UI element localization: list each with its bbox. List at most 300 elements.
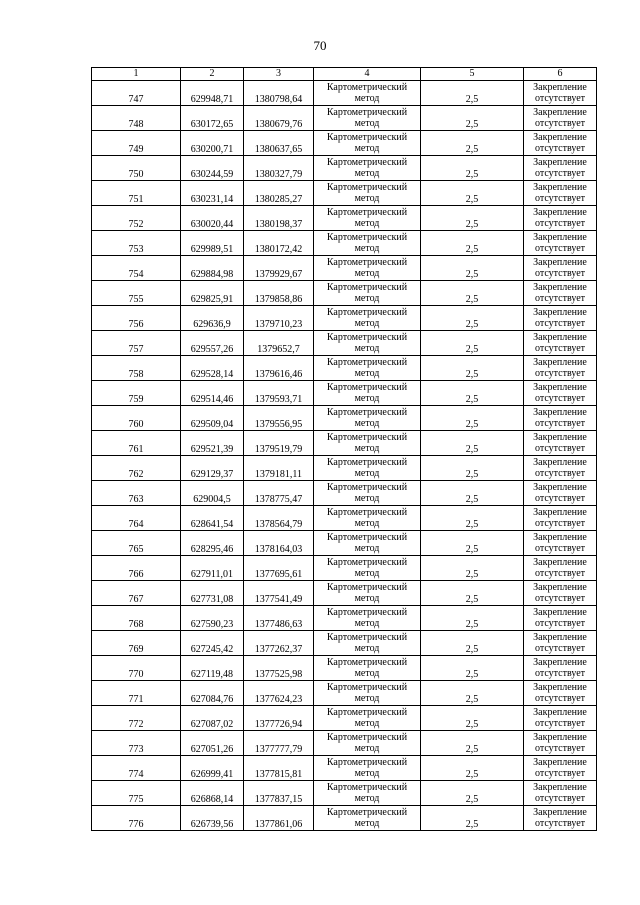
fixation-cell xyxy=(524,681,597,706)
accuracy-cell: 2,5 xyxy=(421,656,524,681)
fixation-cell xyxy=(524,481,597,506)
table-row xyxy=(92,256,597,281)
method-cell xyxy=(314,181,421,206)
fixation-cell-line-2: отсутствует xyxy=(534,543,586,554)
fixation-cell xyxy=(524,106,597,131)
fixation-cell-line-1: Закрепление xyxy=(533,257,587,268)
fixation-cell-line-1: Закрепление xyxy=(533,482,587,493)
method-cell xyxy=(314,206,421,231)
fixation-cell-line-2: отсутствует xyxy=(534,718,586,729)
x-coordinate-cell: 627087,02 xyxy=(181,706,244,731)
table-row xyxy=(92,806,597,831)
accuracy-cell: 2,5 xyxy=(421,131,524,156)
fixation-cell xyxy=(524,506,597,531)
fixation-cell-line-1: Закрепление xyxy=(533,532,587,543)
x-coordinate-cell: 629129,37 xyxy=(181,456,244,481)
method-cell-line-2: метод xyxy=(354,393,380,404)
method-cell-line-1: Картометрический xyxy=(326,282,408,293)
method-cell-line-2: метод xyxy=(354,693,380,704)
method-cell-line-2: метод xyxy=(354,468,380,479)
fixation-cell-line-2: отсутствует xyxy=(534,593,586,604)
x-coordinate-cell: 629989,51 xyxy=(181,231,244,256)
fixation-cell xyxy=(524,781,597,806)
fixation-cell xyxy=(524,306,597,331)
method-cell-line-1: Картометрический xyxy=(326,782,408,793)
method-cell-line-1: Картометрический xyxy=(326,557,408,568)
x-coordinate-cell: 629825,91 xyxy=(181,281,244,306)
page-number: 70 xyxy=(313,38,327,53)
accuracy-cell: 2,5 xyxy=(421,231,524,256)
accuracy-cell: 2,5 xyxy=(421,531,524,556)
method-cell xyxy=(314,656,421,681)
x-coordinate-cell: 629514,46 xyxy=(181,381,244,406)
method-cell xyxy=(314,756,421,781)
method-cell-line-1: Картометрический xyxy=(326,357,408,368)
table-row xyxy=(92,656,597,681)
fixation-cell-line-2: отсутствует xyxy=(534,443,586,454)
accuracy-cell: 2,5 xyxy=(421,556,524,581)
table-row xyxy=(92,131,597,156)
accuracy-cell: 2,5 xyxy=(421,381,524,406)
method-cell-line-2: метод xyxy=(354,143,380,154)
coordinates-table xyxy=(91,67,597,831)
method-cell-line-1: Картометрический xyxy=(326,382,408,393)
method-cell-line-1: Картометрический xyxy=(326,607,408,618)
method-cell-line-1: Картометрический xyxy=(326,582,408,593)
accuracy-cell: 2,5 xyxy=(421,281,524,306)
method-cell xyxy=(314,631,421,656)
method-cell-line-1: Картометрический xyxy=(326,307,408,318)
fixation-cell-line-2: отсутствует xyxy=(534,243,586,254)
point-number-cell: 766 xyxy=(92,556,181,581)
method-cell-line-2: метод xyxy=(354,193,380,204)
method-cell xyxy=(314,356,421,381)
method-cell xyxy=(314,231,421,256)
method-cell-line-1: Картометрический xyxy=(326,182,408,193)
fixation-cell xyxy=(524,756,597,781)
accuracy-cell: 2,5 xyxy=(421,806,524,831)
fixation-cell-line-2: отсутствует xyxy=(534,518,586,529)
table-row xyxy=(92,506,597,531)
x-coordinate-cell: 627245,42 xyxy=(181,631,244,656)
y-coordinate-cell: 1380798,64 xyxy=(244,81,314,106)
method-cell-line-2: метод xyxy=(354,818,380,829)
method-cell-line-2: метод xyxy=(354,318,380,329)
fixation-cell-line-1: Закрепление xyxy=(533,332,587,343)
method-cell-line-1: Картометрический xyxy=(326,432,408,443)
x-coordinate-cell: 626739,56 xyxy=(181,806,244,831)
y-coordinate-cell: 1377777,79 xyxy=(244,731,314,756)
x-coordinate-cell: 628641,54 xyxy=(181,506,244,531)
point-number-cell: 754 xyxy=(92,256,181,281)
x-coordinate-cell: 630244,59 xyxy=(181,156,244,181)
fixation-cell xyxy=(524,206,597,231)
accuracy-cell: 2,5 xyxy=(421,106,524,131)
accuracy-cell: 2,5 xyxy=(421,331,524,356)
method-cell-line-1: Картометрический xyxy=(326,107,408,118)
table-row xyxy=(92,581,597,606)
y-coordinate-cell: 1377861,06 xyxy=(244,806,314,831)
fixation-cell-line-2: отсутствует xyxy=(534,743,586,754)
method-cell xyxy=(314,481,421,506)
accuracy-cell: 2,5 xyxy=(421,606,524,631)
y-coordinate-cell: 1378564,79 xyxy=(244,506,314,531)
method-cell xyxy=(314,806,421,831)
x-coordinate-cell: 630172,65 xyxy=(181,106,244,131)
method-cell-line-2: метод xyxy=(354,643,380,654)
x-coordinate-cell: 630200,71 xyxy=(181,131,244,156)
accuracy-cell: 2,5 xyxy=(421,356,524,381)
method-cell-line-1: Картометрический xyxy=(326,707,408,718)
x-coordinate-cell: 629557,26 xyxy=(181,331,244,356)
method-cell xyxy=(314,306,421,331)
y-coordinate-cell: 1379858,86 xyxy=(244,281,314,306)
table-row xyxy=(92,781,597,806)
method-cell-line-2: метод xyxy=(354,168,380,179)
y-coordinate-cell: 1380637,65 xyxy=(244,131,314,156)
table-row xyxy=(92,181,597,206)
fixation-cell-line-2: отсутствует xyxy=(534,493,586,504)
point-number-cell: 764 xyxy=(92,506,181,531)
table-row xyxy=(92,381,597,406)
fixation-cell xyxy=(524,431,597,456)
y-coordinate-cell: 1377486,63 xyxy=(244,606,314,631)
x-coordinate-cell: 627590,23 xyxy=(181,606,244,631)
x-coordinate-cell: 627119,48 xyxy=(181,656,244,681)
method-cell-line-2: метод xyxy=(354,243,380,254)
point-number-cell: 752 xyxy=(92,206,181,231)
accuracy-cell: 2,5 xyxy=(421,256,524,281)
method-cell-line-1: Картометрический xyxy=(326,807,408,818)
fixation-cell-line-2: отсутствует xyxy=(534,118,586,129)
y-coordinate-cell: 1377726,94 xyxy=(244,706,314,731)
point-number-cell: 755 xyxy=(92,281,181,306)
method-cell-line-1: Картометрический xyxy=(326,657,408,668)
fixation-cell xyxy=(524,631,597,656)
method-cell-line-2: метод xyxy=(354,418,380,429)
table-row xyxy=(92,456,597,481)
y-coordinate-cell: 1377837,15 xyxy=(244,781,314,806)
x-coordinate-cell: 629521,39 xyxy=(181,431,244,456)
fixation-cell-line-2: отсутствует xyxy=(534,468,586,479)
method-cell-line-2: метод xyxy=(354,268,380,279)
method-cell-line-2: метод xyxy=(354,768,380,779)
fixation-cell-line-2: отсутствует xyxy=(534,318,586,329)
method-cell xyxy=(314,681,421,706)
x-coordinate-cell: 630231,14 xyxy=(181,181,244,206)
method-cell-line-2: метод xyxy=(354,543,380,554)
method-cell-line-2: метод xyxy=(354,793,380,804)
fixation-cell-line-2: отсутствует xyxy=(534,193,586,204)
method-cell-line-1: Картометрический xyxy=(326,82,408,93)
method-cell-line-1: Картометрический xyxy=(326,532,408,543)
point-number-cell: 775 xyxy=(92,781,181,806)
x-coordinate-cell: 627051,26 xyxy=(181,731,244,756)
method-cell xyxy=(314,556,421,581)
y-coordinate-cell: 1379710,23 xyxy=(244,306,314,331)
fixation-cell xyxy=(524,556,597,581)
fixation-cell-line-1: Закрепление xyxy=(533,282,587,293)
y-coordinate-cell: 1379593,71 xyxy=(244,381,314,406)
fixation-cell-line-1: Закрепление xyxy=(533,707,587,718)
fixation-cell-line-1: Закрепление xyxy=(533,732,587,743)
method-cell-line-1: Картометрический xyxy=(326,207,408,218)
header-col-1: 1 xyxy=(92,68,181,81)
fixation-cell xyxy=(524,531,597,556)
point-number-cell: 748 xyxy=(92,106,181,131)
method-cell-line-1: Картометрический xyxy=(326,232,408,243)
fixation-cell xyxy=(524,281,597,306)
y-coordinate-cell: 1380285,27 xyxy=(244,181,314,206)
method-cell-line-2: метод xyxy=(354,443,380,454)
x-coordinate-cell: 627731,08 xyxy=(181,581,244,606)
fixation-cell-line-2: отсутствует xyxy=(534,818,586,829)
method-cell xyxy=(314,406,421,431)
fixation-cell-line-1: Закрепление xyxy=(533,407,587,418)
x-coordinate-cell: 629509,04 xyxy=(181,406,244,431)
fixation-cell-line-1: Закрепление xyxy=(533,657,587,668)
fixation-cell-line-2: отсутствует xyxy=(534,218,586,229)
method-cell xyxy=(314,606,421,631)
point-number-cell: 772 xyxy=(92,706,181,731)
header-col-4: 4 xyxy=(314,68,421,81)
header-col-3: 3 xyxy=(244,68,314,81)
table-row xyxy=(92,556,597,581)
y-coordinate-cell: 1377541,49 xyxy=(244,581,314,606)
table-row xyxy=(92,206,597,231)
accuracy-cell: 2,5 xyxy=(421,81,524,106)
fixation-cell xyxy=(524,381,597,406)
table-row xyxy=(92,106,597,131)
y-coordinate-cell: 1377525,98 xyxy=(244,656,314,681)
fixation-cell-line-1: Закрепление xyxy=(533,82,587,93)
y-coordinate-cell: 1380172,42 xyxy=(244,231,314,256)
method-cell-line-2: метод xyxy=(354,218,380,229)
method-cell-line-1: Картометрический xyxy=(326,507,408,518)
fixation-cell xyxy=(524,656,597,681)
method-cell-line-1: Картометрический xyxy=(326,332,408,343)
accuracy-cell: 2,5 xyxy=(421,306,524,331)
method-cell xyxy=(314,156,421,181)
method-cell-line-1: Картометрический xyxy=(326,407,408,418)
fixation-cell-line-1: Закрепление xyxy=(533,107,587,118)
method-cell-line-2: метод xyxy=(354,93,380,104)
method-cell xyxy=(314,131,421,156)
fixation-cell xyxy=(524,181,597,206)
point-number-cell: 770 xyxy=(92,656,181,681)
table-row xyxy=(92,706,597,731)
point-number-cell: 747 xyxy=(92,81,181,106)
accuracy-cell: 2,5 xyxy=(421,756,524,781)
method-cell xyxy=(314,706,421,731)
point-number-cell: 768 xyxy=(92,606,181,631)
y-coordinate-cell: 1377815,81 xyxy=(244,756,314,781)
y-coordinate-cell: 1380327,79 xyxy=(244,156,314,181)
table-row xyxy=(92,731,597,756)
point-number-cell: 763 xyxy=(92,481,181,506)
fixation-cell-line-2: отсутствует xyxy=(534,793,586,804)
method-cell xyxy=(314,781,421,806)
method-cell-line-2: метод xyxy=(354,518,380,529)
y-coordinate-cell: 1380198,37 xyxy=(244,206,314,231)
method-cell-line-2: метод xyxy=(354,568,380,579)
x-coordinate-cell: 626868,14 xyxy=(181,781,244,806)
fixation-cell-line-1: Закрепление xyxy=(533,432,587,443)
fixation-cell xyxy=(524,456,597,481)
fixation-cell-line-2: отсутствует xyxy=(534,93,586,104)
fixation-cell xyxy=(524,156,597,181)
fixation-cell-line-1: Закрепление xyxy=(533,582,587,593)
fixation-cell-line-2: отсутствует xyxy=(534,668,586,679)
x-coordinate-cell: 627084,76 xyxy=(181,681,244,706)
fixation-cell-line-2: отсутствует xyxy=(534,693,586,704)
point-number-cell: 751 xyxy=(92,181,181,206)
x-coordinate-cell: 630020,44 xyxy=(181,206,244,231)
table-row xyxy=(92,156,597,181)
accuracy-cell: 2,5 xyxy=(421,431,524,456)
table-row xyxy=(92,231,597,256)
fixation-cell xyxy=(524,581,597,606)
method-cell xyxy=(314,431,421,456)
table-row xyxy=(92,756,597,781)
fixation-cell-line-1: Закрепление xyxy=(533,757,587,768)
point-number-cell: 767 xyxy=(92,581,181,606)
table-row xyxy=(92,356,597,381)
method-cell-line-1: Картометрический xyxy=(326,457,408,468)
accuracy-cell: 2,5 xyxy=(421,206,524,231)
accuracy-cell: 2,5 xyxy=(421,731,524,756)
fixation-cell-line-1: Закрепление xyxy=(533,357,587,368)
table-body xyxy=(92,81,597,831)
accuracy-cell: 2,5 xyxy=(421,481,524,506)
table-header-row xyxy=(92,68,597,81)
fixation-cell xyxy=(524,806,597,831)
fixation-cell-line-2: отсутствует xyxy=(534,618,586,629)
method-cell xyxy=(314,106,421,131)
y-coordinate-cell: 1379616,46 xyxy=(244,356,314,381)
point-number-cell: 759 xyxy=(92,381,181,406)
accuracy-cell: 2,5 xyxy=(421,456,524,481)
method-cell xyxy=(314,256,421,281)
fixation-cell-line-2: отсутствует xyxy=(534,293,586,304)
x-coordinate-cell: 628295,46 xyxy=(181,531,244,556)
point-number-cell: 750 xyxy=(92,156,181,181)
table-row xyxy=(92,631,597,656)
x-coordinate-cell: 629636,9 xyxy=(181,306,244,331)
method-cell-line-1: Картометрический xyxy=(326,632,408,643)
fixation-cell-line-1: Закрепление xyxy=(533,457,587,468)
fixation-cell-line-1: Закрепление xyxy=(533,507,587,518)
fixation-cell-line-1: Закрепление xyxy=(533,557,587,568)
y-coordinate-cell: 1377262,37 xyxy=(244,631,314,656)
method-cell-line-2: метод xyxy=(354,118,380,129)
accuracy-cell: 2,5 xyxy=(421,781,524,806)
fixation-cell-line-2: отсутствует xyxy=(534,393,586,404)
fixation-cell-line-2: отсутствует xyxy=(534,643,586,654)
x-coordinate-cell: 629948,71 xyxy=(181,81,244,106)
fixation-cell-line-1: Закрепление xyxy=(533,382,587,393)
method-cell-line-2: метод xyxy=(354,668,380,679)
x-coordinate-cell: 626999,41 xyxy=(181,756,244,781)
table-row xyxy=(92,281,597,306)
method-cell xyxy=(314,581,421,606)
y-coordinate-cell: 1379181,11 xyxy=(244,456,314,481)
y-coordinate-cell: 1379929,67 xyxy=(244,256,314,281)
method-cell xyxy=(314,281,421,306)
header-col-2: 2 xyxy=(181,68,244,81)
accuracy-cell: 2,5 xyxy=(421,581,524,606)
fixation-cell-line-2: отсутствует xyxy=(534,418,586,429)
y-coordinate-cell: 1379652,7 xyxy=(244,331,314,356)
point-number-cell: 761 xyxy=(92,431,181,456)
point-number-cell: 773 xyxy=(92,731,181,756)
fixation-cell-line-2: отсутствует xyxy=(534,568,586,579)
fixation-cell-line-2: отсутствует xyxy=(534,768,586,779)
method-cell xyxy=(314,381,421,406)
accuracy-cell: 2,5 xyxy=(421,706,524,731)
table-row xyxy=(92,431,597,456)
fixation-cell xyxy=(524,706,597,731)
fixation-cell-line-1: Закрепление xyxy=(533,157,587,168)
y-coordinate-cell: 1379556,95 xyxy=(244,406,314,431)
table-row xyxy=(92,606,597,631)
header-col-5: 5 xyxy=(421,68,524,81)
accuracy-cell: 2,5 xyxy=(421,631,524,656)
y-coordinate-cell: 1377624,23 xyxy=(244,681,314,706)
method-cell xyxy=(314,331,421,356)
method-cell xyxy=(314,731,421,756)
method-cell-line-1: Картометрический xyxy=(326,757,408,768)
point-number-cell: 765 xyxy=(92,531,181,556)
point-number-cell: 749 xyxy=(92,131,181,156)
table-row xyxy=(92,81,597,106)
accuracy-cell: 2,5 xyxy=(421,406,524,431)
method-cell xyxy=(314,81,421,106)
method-cell-line-2: метод xyxy=(354,593,380,604)
fixation-cell xyxy=(524,731,597,756)
method-cell xyxy=(314,531,421,556)
fixation-cell-line-1: Закрепление xyxy=(533,132,587,143)
accuracy-cell: 2,5 xyxy=(421,156,524,181)
fixation-cell xyxy=(524,406,597,431)
y-coordinate-cell: 1379519,79 xyxy=(244,431,314,456)
table-row xyxy=(92,531,597,556)
method-cell-line-2: метод xyxy=(354,343,380,354)
method-cell-line-1: Картометрический xyxy=(326,482,408,493)
point-number-cell: 753 xyxy=(92,231,181,256)
fixation-cell xyxy=(524,81,597,106)
table-row xyxy=(92,681,597,706)
method-cell-line-2: метод xyxy=(354,743,380,754)
point-number-cell: 769 xyxy=(92,631,181,656)
table-row xyxy=(92,406,597,431)
point-number-cell: 757 xyxy=(92,331,181,356)
table-row xyxy=(92,331,597,356)
x-coordinate-cell: 629528,14 xyxy=(181,356,244,381)
y-coordinate-cell: 1378164,03 xyxy=(244,531,314,556)
method-cell-line-1: Картометрический xyxy=(326,682,408,693)
fixation-cell-line-2: отсутствует xyxy=(534,168,586,179)
accuracy-cell: 2,5 xyxy=(421,681,524,706)
header-col-6: 6 xyxy=(524,68,597,81)
method-cell-line-2: метод xyxy=(354,718,380,729)
fixation-cell-line-1: Закрепление xyxy=(533,307,587,318)
method-cell-line-2: метод xyxy=(354,368,380,379)
point-number-cell: 776 xyxy=(92,806,181,831)
y-coordinate-cell: 1380679,76 xyxy=(244,106,314,131)
fixation-cell-line-2: отсутствует xyxy=(534,343,586,354)
fixation-cell-line-2: отсутствует xyxy=(534,368,586,379)
